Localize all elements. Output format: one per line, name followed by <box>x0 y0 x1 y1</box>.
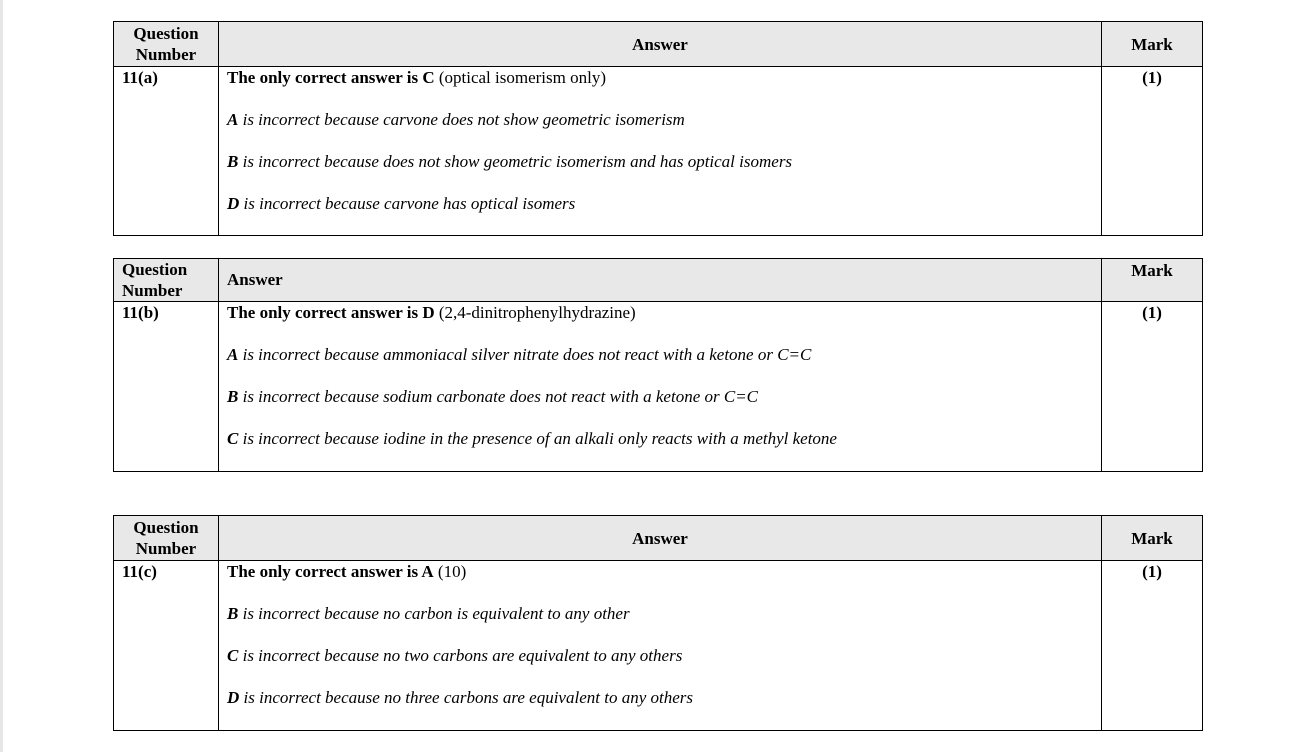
table-row <box>114 561 1203 731</box>
mark-header: Mark <box>1102 516 1203 561</box>
answer-cell <box>219 302 1102 472</box>
mark-value: (1) <box>1102 302 1203 472</box>
question-number: 11(a) <box>114 67 219 236</box>
mark-scheme-table-11a <box>113 21 1203 236</box>
mark-value: (1) <box>1102 67 1203 236</box>
correct-answer-line: The only correct answer is A (10) <box>227 562 467 581</box>
mark-value: (1) <box>1102 561 1203 731</box>
table-row <box>114 67 1203 236</box>
incorrect-answer-line: B is incorrect because no carbon is equivalent to any other <box>227 604 630 623</box>
incorrect-answer-line: A is incorrect because carvone does not show geometric isomerism <box>227 110 685 129</box>
table-row <box>114 302 1203 472</box>
answer-cell <box>219 561 1102 731</box>
answer-header: Answer <box>219 516 1102 561</box>
question-number-header: Question Number <box>114 22 219 67</box>
mark-header: Mark <box>1102 22 1203 67</box>
question-number: 11(c) <box>114 561 219 731</box>
incorrect-answer-line: B is incorrect because sodium carbonate does not react with a ketone or C=C <box>227 387 759 406</box>
table-header-row <box>114 516 1203 561</box>
correct-answer-line: The only correct answer is D (2,4-dinitrophenylhydrazine) <box>227 303 636 322</box>
question-number: 11(b) <box>114 302 219 472</box>
page-edge <box>0 0 3 752</box>
answer-cell <box>219 67 1102 236</box>
incorrect-answer-line: D is incorrect because carvone has optical isomers <box>227 194 576 213</box>
table-header-row <box>114 259 1203 302</box>
mark-scheme-table-11b <box>113 258 1203 472</box>
incorrect-answer-line: B is incorrect because does not show geometric isomerism and has optical isomers <box>227 152 793 171</box>
table-header-row <box>114 22 1203 67</box>
question-number-header: Question Number <box>114 516 219 561</box>
incorrect-answer-line: C is incorrect because no two carbons are equivalent to any others <box>227 646 683 665</box>
answer-header: Answer <box>219 22 1102 67</box>
mark-scheme-table-11c <box>113 515 1203 731</box>
incorrect-answer-line: D is incorrect because no three carbons are equivalent to any others <box>227 688 693 707</box>
correct-answer-line: The only correct answer is C (optical isomerism only) <box>227 68 606 87</box>
incorrect-answer-line: C is incorrect because iodine in the presence of an alkali only reacts with a methyl ketone <box>227 429 837 448</box>
mark-header: Mark <box>1102 259 1203 302</box>
question-number-header: Question Number <box>114 259 219 302</box>
answer-header: Answer <box>219 259 1102 302</box>
incorrect-answer-line: A is incorrect because ammoniacal silver nitrate does not react with a ketone or C=C <box>227 345 812 364</box>
